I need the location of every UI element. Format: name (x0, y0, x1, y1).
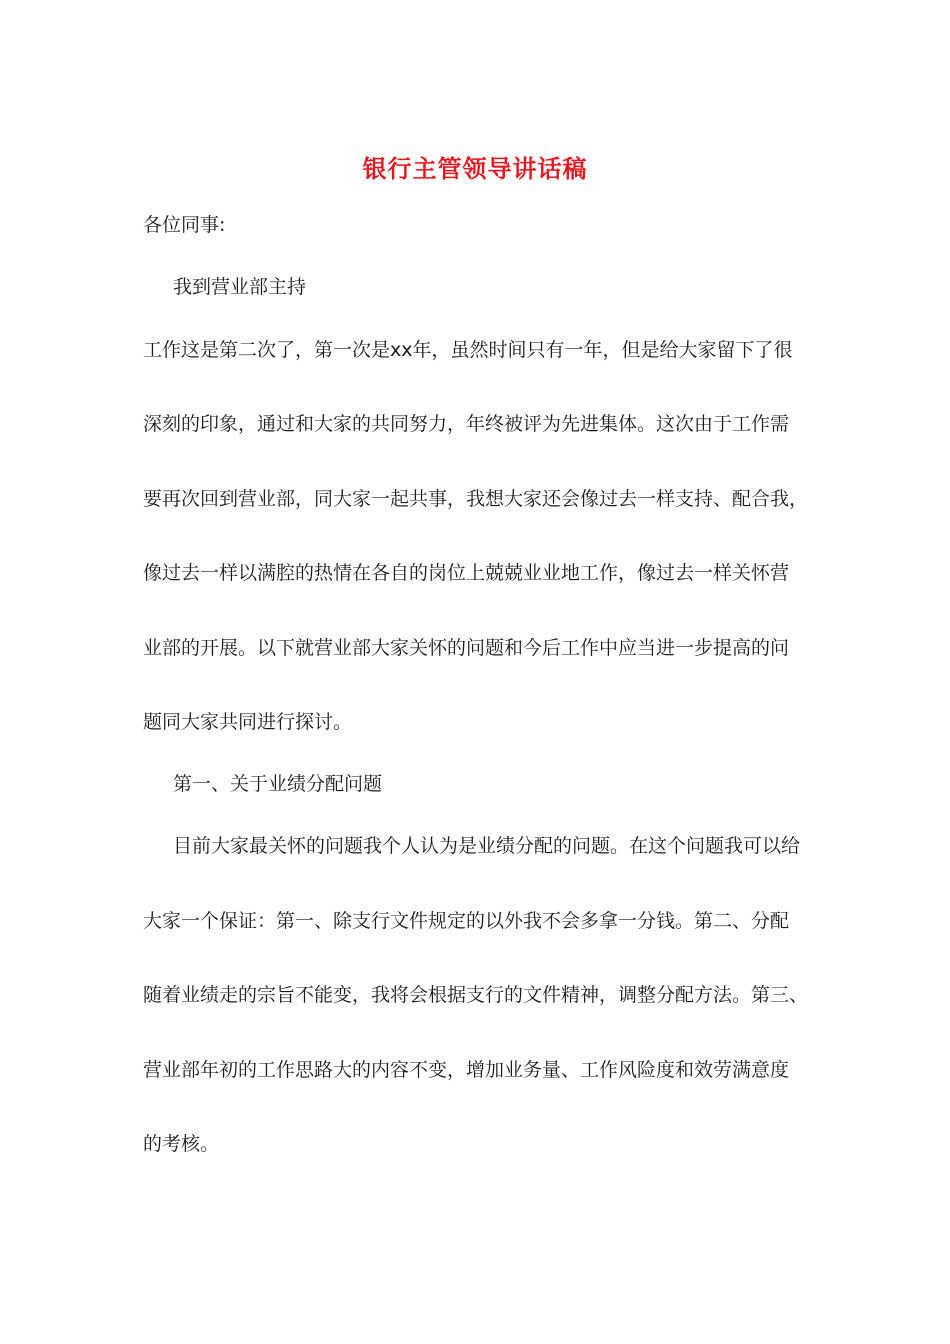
paragraph-line: 像过去一样以满腔的热情在各自的岗位上兢兢业业地工作，像过去一样关怀营 (143, 562, 790, 584)
paragraph-line: 目前大家最关怀的问题我个人认为是业绩分配的问题。在这个问题我可以给 (173, 835, 801, 857)
document-title: 银行主管领导讲话稿 (362, 155, 588, 183)
paragraph-line: 深刻的印象，通过和大家的共同努力，年终被评为先进集体。这次由于工作需 (143, 413, 790, 435)
paragraph-line: 我到营业部主持 (173, 276, 307, 298)
paragraph-line: 业部的开展。以下就营业部大家关怀的问题和今后工作中应当进一步提高的问 (143, 637, 790, 659)
paragraph-line: 大家一个保证：第一、除支行文件规定的以外我不会多拿一分钱。第二、分配 (143, 910, 790, 932)
paragraph-line: 题同大家共同进行探讨。 (143, 711, 353, 733)
paragraph-line: 随着业绩走的宗旨不能变，我将会根据支行的文件精神，调整分配方法。第三、 (143, 984, 809, 1006)
section-heading: 第一、关于业绩分配问题 (173, 773, 383, 795)
paragraph-line: 营业部年初的工作思路大的内容不变，增加业务量、工作风险度和效劳满意度 (143, 1059, 790, 1081)
paragraph-line: 的考核。 (143, 1133, 220, 1155)
paragraph-line: 工作这是第二次了，第一次是xx年，虽然时间只有一年，但是给大家留下了很 (143, 339, 793, 361)
paragraph-line: 要再次回到营业部，同大家一起共事，我想大家还会像过去一样支持、配合我， (143, 488, 809, 510)
salutation: 各位同事: (143, 214, 226, 236)
